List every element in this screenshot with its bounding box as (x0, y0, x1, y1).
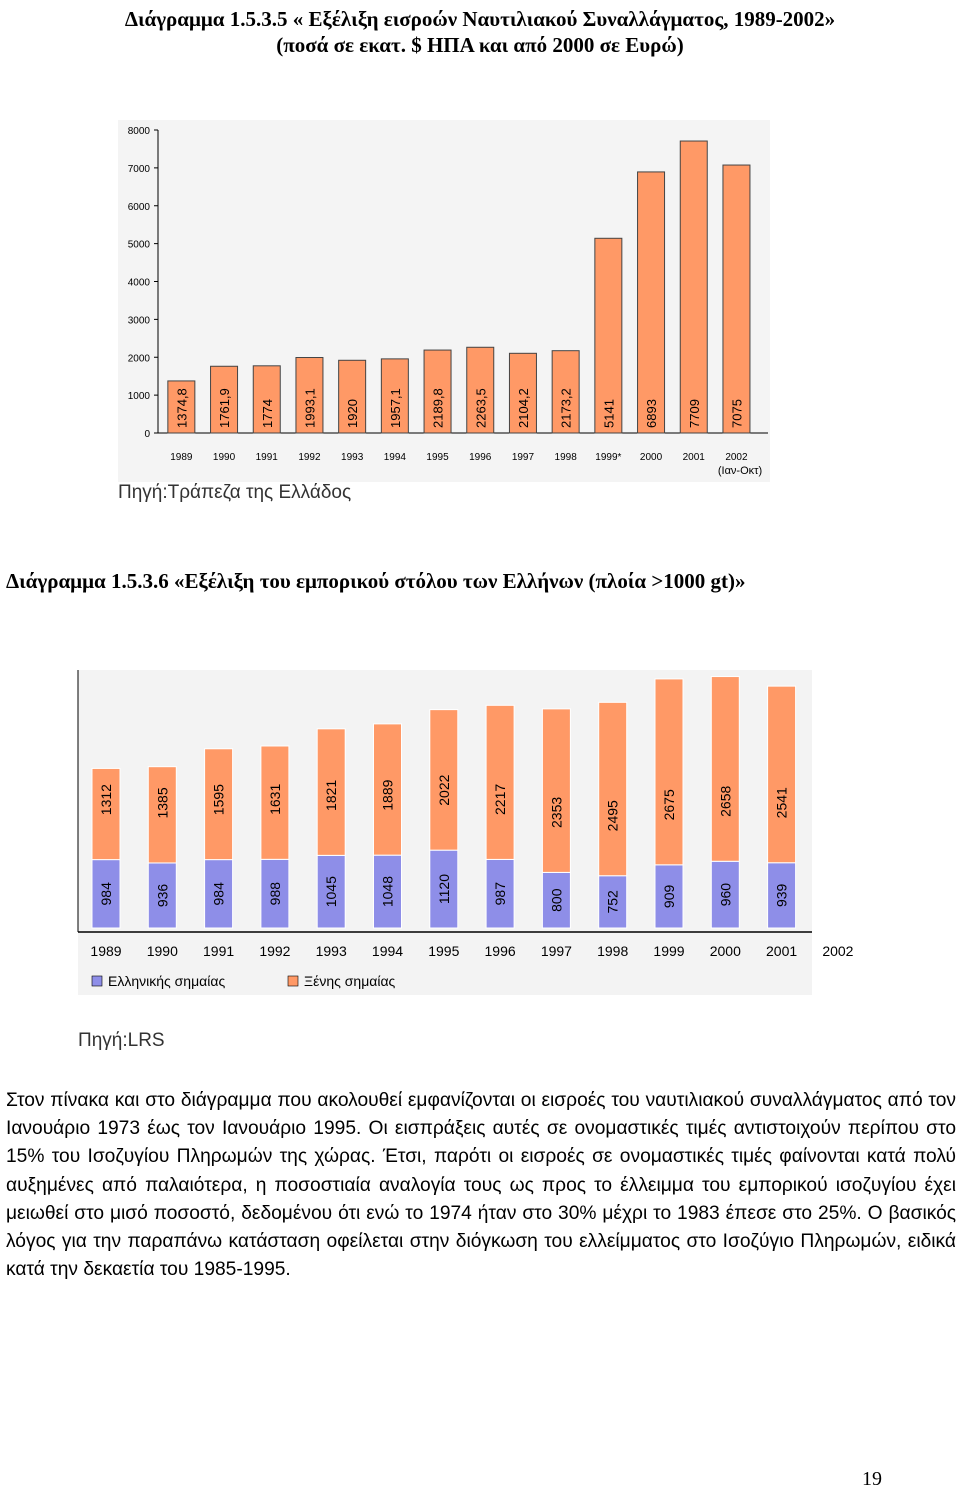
chart1-x-tick-label: 1989 (170, 452, 193, 463)
chart2-data-label-greek: 1048 (379, 876, 396, 908)
chart2-data-label-foreign: 1821 (323, 779, 340, 811)
chart2-legend-label: Ξένης σημαίας (304, 973, 396, 989)
body-paragraph: Στον πίνακα και στο διάγραμμα που ακολουθεί εμφανίζονται οι εισροές του ναυτιλιακού συναλλάγματος από τον Ιανουάριο 1973 έως τον Ιανουάριο 1995. Οι εισπράξεις αυτές σε ονομαστικές τιμές αντιστοιχούν περίπου στο 15% του Ισοζυγίου Πληρωμών της χώρας. Έτσι, παρότι οι εισροές σε ονομαστικές τιμές φαίνονται κατά πολύ αυξημένες από παλαιότερα, η ποσοστιαία αναλογία τους ως προς το έλλειμμα του εμπορικού ισοζυγίου έχει μειωθεί στο μισό ποσοστό, δεδομένου ότι ενώ το 1974 ήταν στο 30% μέχρι το 1983 έπεσε στο 25%. Ο βασικός λόγος για την παραπάνω κατάσταση οφείλεται στην διόγκωση του ελλείμματος στο Ισοζύγιο Πληρωμών, ειδικά κατά την δεκαετία του 1985-1995. (6, 1090, 956, 1281)
chart2-data-label-foreign: 2217 (492, 783, 509, 815)
chart1-heading-line1: Διάγραμμα 1.5.3.5 « Εξέλιξη εισροών Ναυτιλιακού Συναλλάγματος, 1989-2002» (124, 7, 836, 31)
chart2-data-label-foreign: 1385 (154, 787, 171, 819)
chart1-y-tick-label: 6000 (127, 201, 150, 213)
chart2-data-label-foreign: 2495 (604, 800, 621, 832)
chart2-heading: Διάγραμμα 1.5.3.6 «Εξέλιξη του εμπορικού στόλου των Ελλήνων (πλοία >1000 gt)» (6, 569, 746, 593)
chart1-heading (0, 6, 960, 58)
chart1-data-label: 2104,2 (515, 388, 531, 428)
chart2-data-label-greek: 1120 (435, 874, 452, 905)
chart1-x-note: (Ιαν-Οκτ) (717, 465, 763, 477)
chart1-data-label: 7075 (729, 399, 745, 428)
chart1-x-tick-label: 2001 (682, 452, 705, 463)
chart2-source: Πηγή:LRS (78, 1030, 165, 1051)
chart1-y-tick-label: 5000 (127, 239, 150, 251)
chart1-x-tick-label: 1995 (426, 452, 449, 463)
chart1-data-label: 1993,1 (302, 388, 318, 428)
chart2-data-label-foreign: 1889 (379, 779, 396, 811)
chart2-fleet-stacked-bar-chart (78, 670, 854, 995)
chart2-data-label-greek: 960 (717, 882, 734, 907)
chart1-x-tick-label: 1993 (341, 452, 364, 463)
chart1-data-label: 1761,9 (217, 388, 233, 428)
chart2-bar-foreign (486, 705, 514, 859)
chart2-x-tick-label: 1995 (428, 943, 460, 959)
chart2-data-label-foreign: 1312 (98, 784, 114, 816)
chart1-y-tick-label: 0 (144, 429, 150, 440)
chart1-y-tick-label: 2000 (127, 353, 150, 365)
chart1-x-tick-label: 1992 (298, 452, 321, 463)
chart1-y-tick-label: 4000 (127, 277, 150, 289)
chart1-bar (638, 172, 665, 433)
chart2-x-tick-label: 2000 (709, 943, 741, 959)
chart2-data-label-greek: 1045 (323, 876, 340, 908)
chart1-y-tick-label: 1000 (127, 391, 150, 403)
chart1-x-tick-label: 2000 (639, 452, 663, 463)
chart2-data-label-greek: 939 (773, 883, 790, 908)
chart1-data-label: 2173,2 (558, 388, 574, 428)
chart2-x-tick-label: 2002 (822, 943, 854, 959)
chart1-x-tick-label: 1997 (511, 452, 535, 463)
chart1-y-tick-label: 7000 (127, 163, 150, 175)
chart2-data-label-foreign: 1631 (266, 783, 283, 815)
chart1-x-tick-label: 2002 (725, 452, 748, 463)
chart1-y-tick-label: 8000 (127, 126, 150, 137)
chart2-data-label-greek: 936 (154, 883, 171, 908)
chart1-x-tick-label: 1990 (212, 452, 236, 463)
chart2-bar-foreign (768, 686, 796, 863)
chart1-heading-line2: (ποσά σε εκατ. $ ΗΠΑ και από 2000 σε Ευρώ) (276, 33, 684, 57)
chart2-x-tick-label: 2001 (766, 943, 798, 959)
chart2-x-tick-label: 1994 (371, 943, 404, 959)
chart1-data-label: 5141 (601, 399, 617, 428)
chart2-data-label-greek: 987 (492, 882, 509, 906)
chart2-data-label-greek: 984 (98, 882, 114, 906)
chart2-x-tick-label: 1998 (597, 943, 629, 959)
chart1-x-tick-label: 1998 (554, 452, 577, 463)
chart2-data-label-greek: 909 (661, 884, 677, 909)
chart2-x-tick-label: 1999 (653, 943, 685, 959)
chart1-data-label: 2263,5 (473, 388, 489, 428)
chart2-data-label-foreign: 2022 (435, 774, 452, 806)
chart2-x-tick-label: 1993 (315, 943, 347, 959)
chart2-bar-foreign (599, 702, 627, 875)
chart2-bar-foreign (711, 677, 739, 862)
chart2-data-label-greek: 988 (266, 881, 283, 906)
chart2-x-tick-label: 1997 (540, 943, 572, 959)
chart2-x-tick-label: 1996 (484, 943, 516, 959)
chart2-legend-swatch (288, 976, 298, 986)
chart1-data-label: 6893 (644, 399, 660, 428)
chart1-data-label: 2189,8 (430, 388, 446, 428)
chart1-y-tick-label: 3000 (127, 315, 150, 327)
chart2-legend-swatch (92, 976, 102, 986)
chart2-legend-label: Ελληνικής σημαίας (108, 973, 226, 989)
chart2-data-label-greek: 984 (210, 882, 227, 906)
chart2-x-tick-label: 1991 (203, 943, 235, 959)
chart2-bar-foreign (655, 679, 683, 865)
chart2-x-tick-label: 1990 (146, 943, 178, 959)
chart2-data-label-foreign: 1595 (210, 784, 227, 816)
chart2-bar-foreign (542, 709, 570, 873)
chart2-x-tick-label: 1989 (90, 943, 122, 959)
chart2-x-tick-label: 1992 (259, 943, 291, 959)
chart2-data-label-foreign: 2675 (661, 789, 677, 821)
chart2-data-label-foreign: 2658 (717, 785, 734, 817)
chart1-inflows-bar-chart (118, 120, 770, 482)
chart1-x-tick-label: 1996 (469, 452, 492, 463)
chart1-x-tick-label: 1991 (255, 452, 278, 463)
chart1-bar (723, 165, 750, 433)
chart1-bar (680, 141, 707, 433)
chart1-x-tick-label: 1999* (595, 452, 622, 463)
chart2-data-label-greek: 752 (604, 890, 621, 914)
chart2-data-label-greek: 800 (548, 888, 565, 912)
chart1-data-label: 7709 (686, 399, 702, 428)
page-number: 19 (862, 1468, 882, 1490)
chart1-data-label: 1774 (259, 399, 275, 428)
chart1-x-tick-label: 1994 (383, 452, 406, 463)
chart1-data-label: 1957,1 (387, 388, 403, 428)
chart1-source: Πηγή:Τράπεζα της Ελλάδος (118, 482, 352, 503)
chart1-data-label: 1920 (345, 399, 361, 428)
chart1-data-label: 1374,8 (174, 388, 190, 428)
chart2-data-label-foreign: 2353 (548, 796, 565, 828)
chart2-data-label-foreign: 2541 (773, 787, 790, 819)
